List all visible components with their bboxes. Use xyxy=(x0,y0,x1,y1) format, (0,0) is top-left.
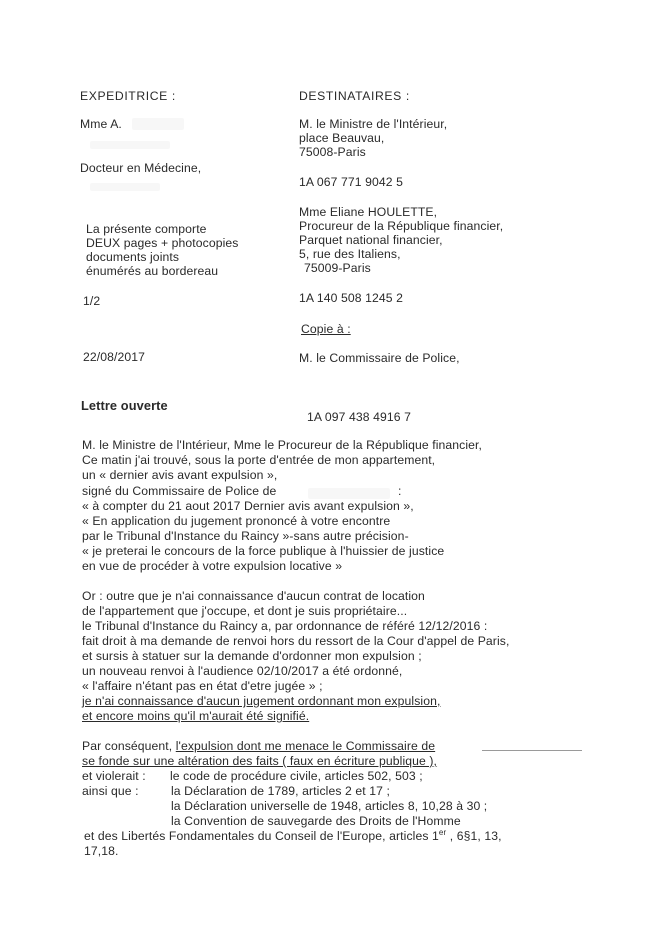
body-line: par le Tribunal d'Instance du Raincy »-sans autre précision- xyxy=(82,529,409,543)
body-line: « je preterai le concours de la force publique à l'huissier de justice xyxy=(82,544,445,558)
page-number: 1/2 xyxy=(83,294,101,308)
list-item: la Déclaration de 1789, articles 2 et 17 ; xyxy=(171,784,390,798)
body-line: 17,18. xyxy=(84,844,119,858)
prosecutor-line: 75009-Paris xyxy=(304,261,371,275)
list-item: la Déclaration universelle de 1948, articles 8, 10,28 à 30 ; xyxy=(171,799,488,813)
body-line: signé du Commissaire de Police de xyxy=(82,484,277,498)
list-item: la Convention de sauvegarde des Droits de l'Homme xyxy=(171,814,461,828)
sender-note-line: documents joints xyxy=(86,250,180,264)
prosecutor-tracking: 1A 140 508 1245 2 xyxy=(299,291,404,305)
scratch-mark xyxy=(482,750,582,751)
list-item: le code de procédure civile, articles 502, 503 ; xyxy=(170,769,423,783)
body-line xyxy=(82,739,435,753)
body-line: Or : outre que je n'ai connaissance d'aucun contrat de location xyxy=(82,589,425,603)
body-line: « En application du jugement prononcé à votre encontre xyxy=(82,514,391,528)
copy-label: Copie à : xyxy=(301,322,351,336)
letter-type: Lettre ouverte xyxy=(81,398,168,413)
sender-note-line: énumérés au bordereau xyxy=(86,264,219,278)
para3-lead-underlined: l'expulsion dont me menace le Commissaire de xyxy=(175,739,436,753)
superscript: er xyxy=(438,827,447,837)
sender-title: Docteur en Médecine, xyxy=(80,161,202,175)
body-line: M. le Ministre de l'Intérieur, Mme le Procureur de la République financier, xyxy=(82,438,483,452)
minister-line: M. le Ministre de l'Intérieur, xyxy=(299,117,448,131)
sender-note-line: La présente comporte xyxy=(86,222,207,236)
recipients-heading: DESTINATAIRES : xyxy=(299,89,410,103)
body-line-underlined: et encore moins qu'il m'aurait été signifié. xyxy=(82,709,310,723)
minister-line: 75008-Paris xyxy=(299,145,366,159)
prosecutor-line: Procureur de la République financier, xyxy=(299,219,504,233)
body-line: « l'affaire n'étant pas en état d'etre jugée » ; xyxy=(82,679,323,693)
body-line: en vue de procéder à votre expulsion locative » xyxy=(82,559,343,573)
list-label: et violerait : xyxy=(82,769,146,783)
copy-recipient: M. le Commissaire de Police, xyxy=(299,351,460,365)
body-line: un nouveau renvoi à l'audience 02/10/2017 a été ordonné, xyxy=(82,664,403,678)
sender-heading: EXPEDITRICE : xyxy=(80,89,176,103)
body-line: et sursis à statuer sur la demande d'ordonner mon expulsion ; xyxy=(82,649,422,663)
body-line xyxy=(84,829,502,843)
body-colon: : xyxy=(398,484,402,498)
sender-name: Mme A. xyxy=(80,117,122,131)
body-line-underlined: se fonde sur une altération des faits ( faux en écriture publique ), xyxy=(82,754,438,768)
body-line: « à compter du 21 aout 2017 Dernier avis avant expulsion », xyxy=(82,499,414,513)
copy-tracking: 1A 097 438 4916 7 xyxy=(307,410,412,424)
body-line: un « dernier avis avant expulsion », xyxy=(82,468,278,482)
body-line: de l'appartement que j'occupe, et dont je suis propriétaire... xyxy=(82,604,408,618)
body-line: fait droit à ma demande de renvoi hors du ressort de la Cour d'appel de Paris, xyxy=(82,634,510,648)
redacted-name xyxy=(132,118,184,130)
redacted-address xyxy=(90,141,170,149)
prosecutor-line: Mme Eliane HOULETTE, xyxy=(299,205,438,219)
sender-note-line: DEUX pages + photocopies xyxy=(86,236,239,250)
redacted-city xyxy=(308,488,390,499)
line7-tail: , 6§1, 13, xyxy=(446,829,502,843)
prosecutor-line: Parquet national financier, xyxy=(299,233,443,247)
minister-line: place Beauvau, xyxy=(299,131,385,145)
redacted-address-2 xyxy=(90,183,160,191)
prosecutor-line: 5, rue des Italiens, xyxy=(299,247,401,261)
line7-text: et des Libertés Fondamentales du Conseil de l'Europe, articles 1 xyxy=(84,829,439,843)
body-line-underlined: je n'ai connaissance d'aucun jugement ordonnant mon expulsion, xyxy=(82,694,441,708)
body-line: Ce matin j'ai trouvé, sous la porte d'entrée de mon appartement, xyxy=(82,453,436,467)
minister-tracking: 1A 067 771 9042 5 xyxy=(299,175,404,189)
letter-date: 22/08/2017 xyxy=(83,350,145,364)
list-label: ainsi que : xyxy=(82,784,139,798)
body-line: le Tribunal d'Instance du Raincy a, par ordonnance de référé 12/12/2016 : xyxy=(82,619,488,633)
para3-lead: Par conséquent, xyxy=(82,739,176,753)
